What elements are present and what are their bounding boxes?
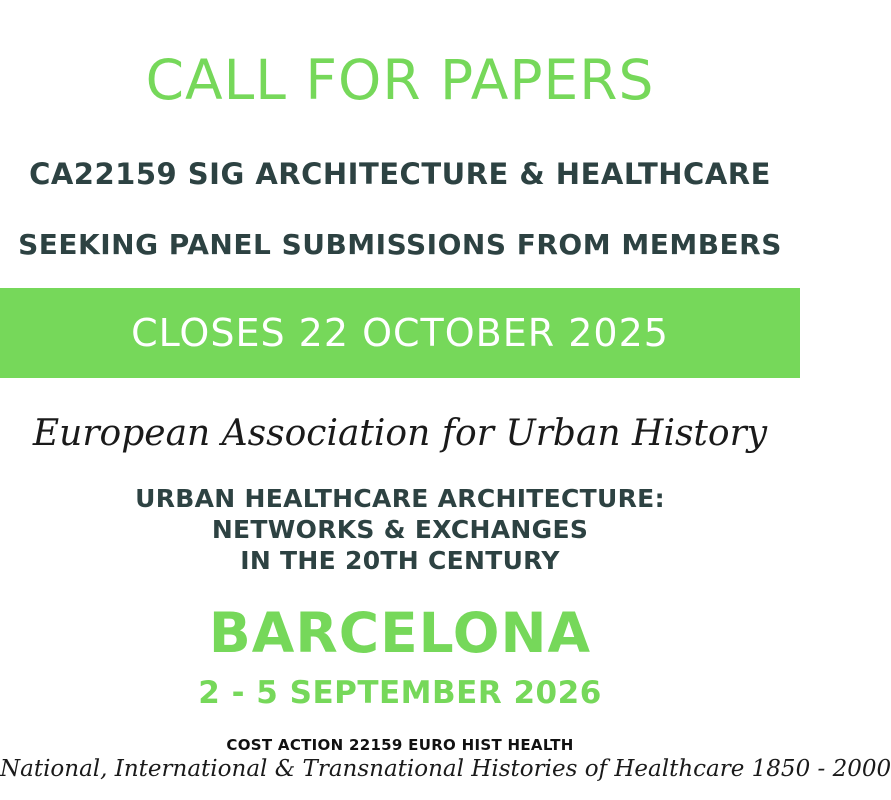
session-title-line-1: URBAN HEALTHCARE ARCHITECTURE: xyxy=(135,484,665,513)
sig-subtitle: CA22159 SIG ARCHITECTURE & HEALTHCARE xyxy=(29,157,771,191)
conference-dates: 2 - 5 SEPTEMBER 2026 xyxy=(198,675,602,711)
call-for-papers-heading: CALL FOR PAPERS xyxy=(145,48,655,112)
project-title: National, International & Transnational Histories of Healthcare 1850 - 2000 xyxy=(0,756,891,782)
organization-name: European Association for Urban History xyxy=(32,413,768,454)
session-title-line-3: IN THE 20TH CENTURY xyxy=(240,546,560,575)
conference-city: BARCELONA xyxy=(208,601,592,665)
panel-submissions-subtitle: SEEKING PANEL SUBMISSIONS FROM MEMBERS xyxy=(18,228,782,261)
cost-action-label: COST ACTION 22159 EURO HIST HEALTH xyxy=(226,736,574,754)
deadline-band xyxy=(0,288,800,378)
deadline-text: CLOSES 22 OCTOBER 2025 xyxy=(131,311,669,355)
session-title-line-2: NETWORKS & EXCHANGES xyxy=(211,515,589,544)
